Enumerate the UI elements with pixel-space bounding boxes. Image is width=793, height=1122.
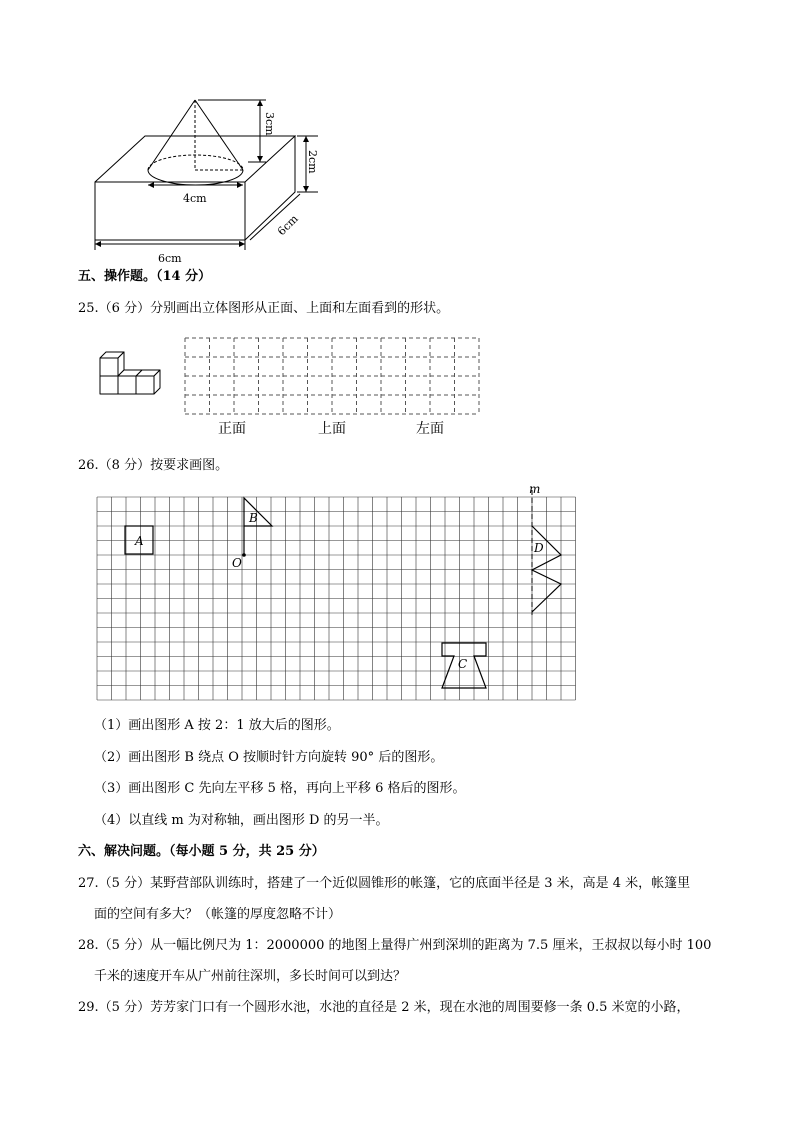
shape-a-label: A [135, 534, 144, 548]
q29-line1: 29.（5 分）芳芳家门口有一个圆形水池，水池的直径是 2 米，现在水池的周围要修一条 0.5 米宽的小路， [78, 1000, 690, 1015]
length-label: 6cm [158, 252, 182, 265]
drawing-grid [94, 480, 589, 705]
view-label-front: 正面 [218, 421, 246, 437]
diameter-label: 4cm [183, 192, 207, 205]
views-dashed-grid [180, 333, 485, 418]
q26-sub4: （4）以直线 m 为对称轴，画出图形 D 的另一半。 [94, 813, 389, 828]
q25-text: 25.（6 分）分别画出立体图形从正面、上面和左面看到的形状。 [78, 301, 450, 316]
q27-line2: 面的空间有多大？（帐篷的厚度忽略不计） [94, 907, 342, 922]
shape-c-label: C [458, 657, 468, 671]
point-o-label: O [232, 556, 242, 570]
q28-line2: 千米的速度开车从广州前往深圳，多长时间可以到达？ [94, 969, 407, 984]
view-label-left: 左面 [416, 421, 444, 437]
axis-m-label: m [529, 482, 541, 496]
q26-sub1: （1）画出图形 A 按 2：1 放大后的图形。 [94, 718, 340, 733]
depth-label: 6cm [274, 212, 301, 239]
q26-sub3: （3）画出图形 C 先向左平移 5 格，再向上平移 6 格后的图形。 [94, 781, 466, 796]
point-o [242, 553, 246, 557]
cube-stack-figure [94, 345, 166, 400]
shape-d-label: D [534, 541, 544, 555]
box-height-label: 2cm [306, 150, 319, 174]
section-6-title: 六、解决问题。（每小题 5 分，共 25 分） [78, 844, 325, 859]
q27-line1: 27.（5 分）某野营部队训练时，搭建了一个近似圆锥形的帐篷，它的底面半径是 3 米，高是 4 米，帐篷里 [78, 876, 691, 891]
view-label-top: 上面 [318, 421, 346, 437]
cone-height-label: 3cm [263, 112, 276, 136]
q26-text: 26.（8 分）按要求画图。 [78, 458, 229, 473]
shape-b-label: B [249, 511, 258, 525]
q28-line1: 28.（5 分）从一幅比例尺为 1：2000000 的地图上量得广州到深圳的距离为 7.5 厘米，王叔叔以每小时 100 [78, 938, 712, 953]
shape-b [244, 498, 272, 555]
q26-sub2: （2）画出图形 B 绕点 O 按顺时针方向旋转 90° 后的图形。 [94, 750, 444, 765]
section-5-title: 五、操作题。（14 分） [78, 269, 212, 284]
cuboid-cone-figure [88, 95, 338, 265]
cuboid-front-face [95, 182, 245, 240]
